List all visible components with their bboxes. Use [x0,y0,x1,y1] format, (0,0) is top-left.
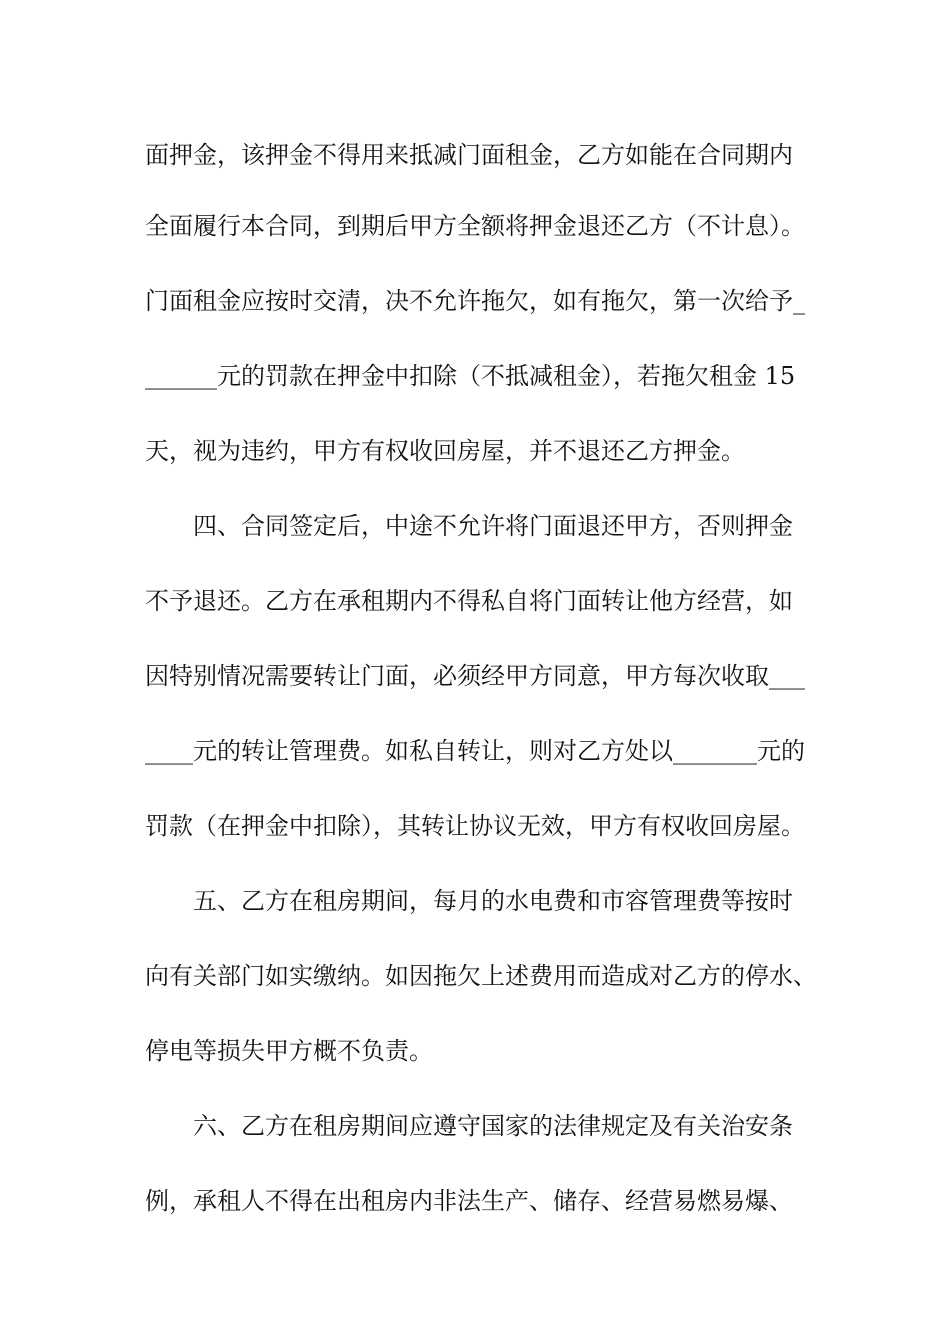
text-line: 六、乙方在租房期间应遵守国家的法律规定及有关治安条 [145,1112,793,1140]
text-line: 全面履行本合同，到期后甲方全额将押金退还乙方（不计息）。 [145,212,805,240]
text-line: 向有关部门如实缴纳。如因拖欠上述费用而造成对乙方的停水、 [145,962,817,990]
text-line: 四、合同签定后，中途不允许将门面退还甲方，否则押金 [145,512,793,540]
text-line: 停电等损失甲方概不负责。 [145,1037,433,1065]
text-line: ______元的罚款在押金中扣除（不抵减租金），若拖欠租金 15 [145,362,796,390]
text-line: 罚款（在押金中扣除），其转让协议无效，甲方有权收回房屋。 [145,812,805,840]
text-line: 例，承租人不得在出租房内非法生产、储存、经营易燃易爆、 [145,1187,793,1215]
text-line: 因特别情况需要转让门面，必须经甲方同意，甲方每次收取___ [145,662,805,690]
text-line: ____元的转让管理费。如私自转让，则对乙方处以_______元的 [145,737,805,765]
text-line: 五、乙方在租房期间，每月的水电费和市容管理费等按时 [145,887,793,915]
text-line: 门面租金应按时交清，决不允许拖欠，如有拖欠，第一次给予_ [145,287,805,315]
text-line: 天，视为违约，甲方有权收回房屋，并不退还乙方押金。 [145,437,745,465]
text-line: 面押金，该押金不得用来抵减门面租金，乙方如能在合同期内 [145,141,793,169]
text-line: 不予退还。乙方在承租期内不得私自将门面转让他方经营，如 [145,587,793,615]
